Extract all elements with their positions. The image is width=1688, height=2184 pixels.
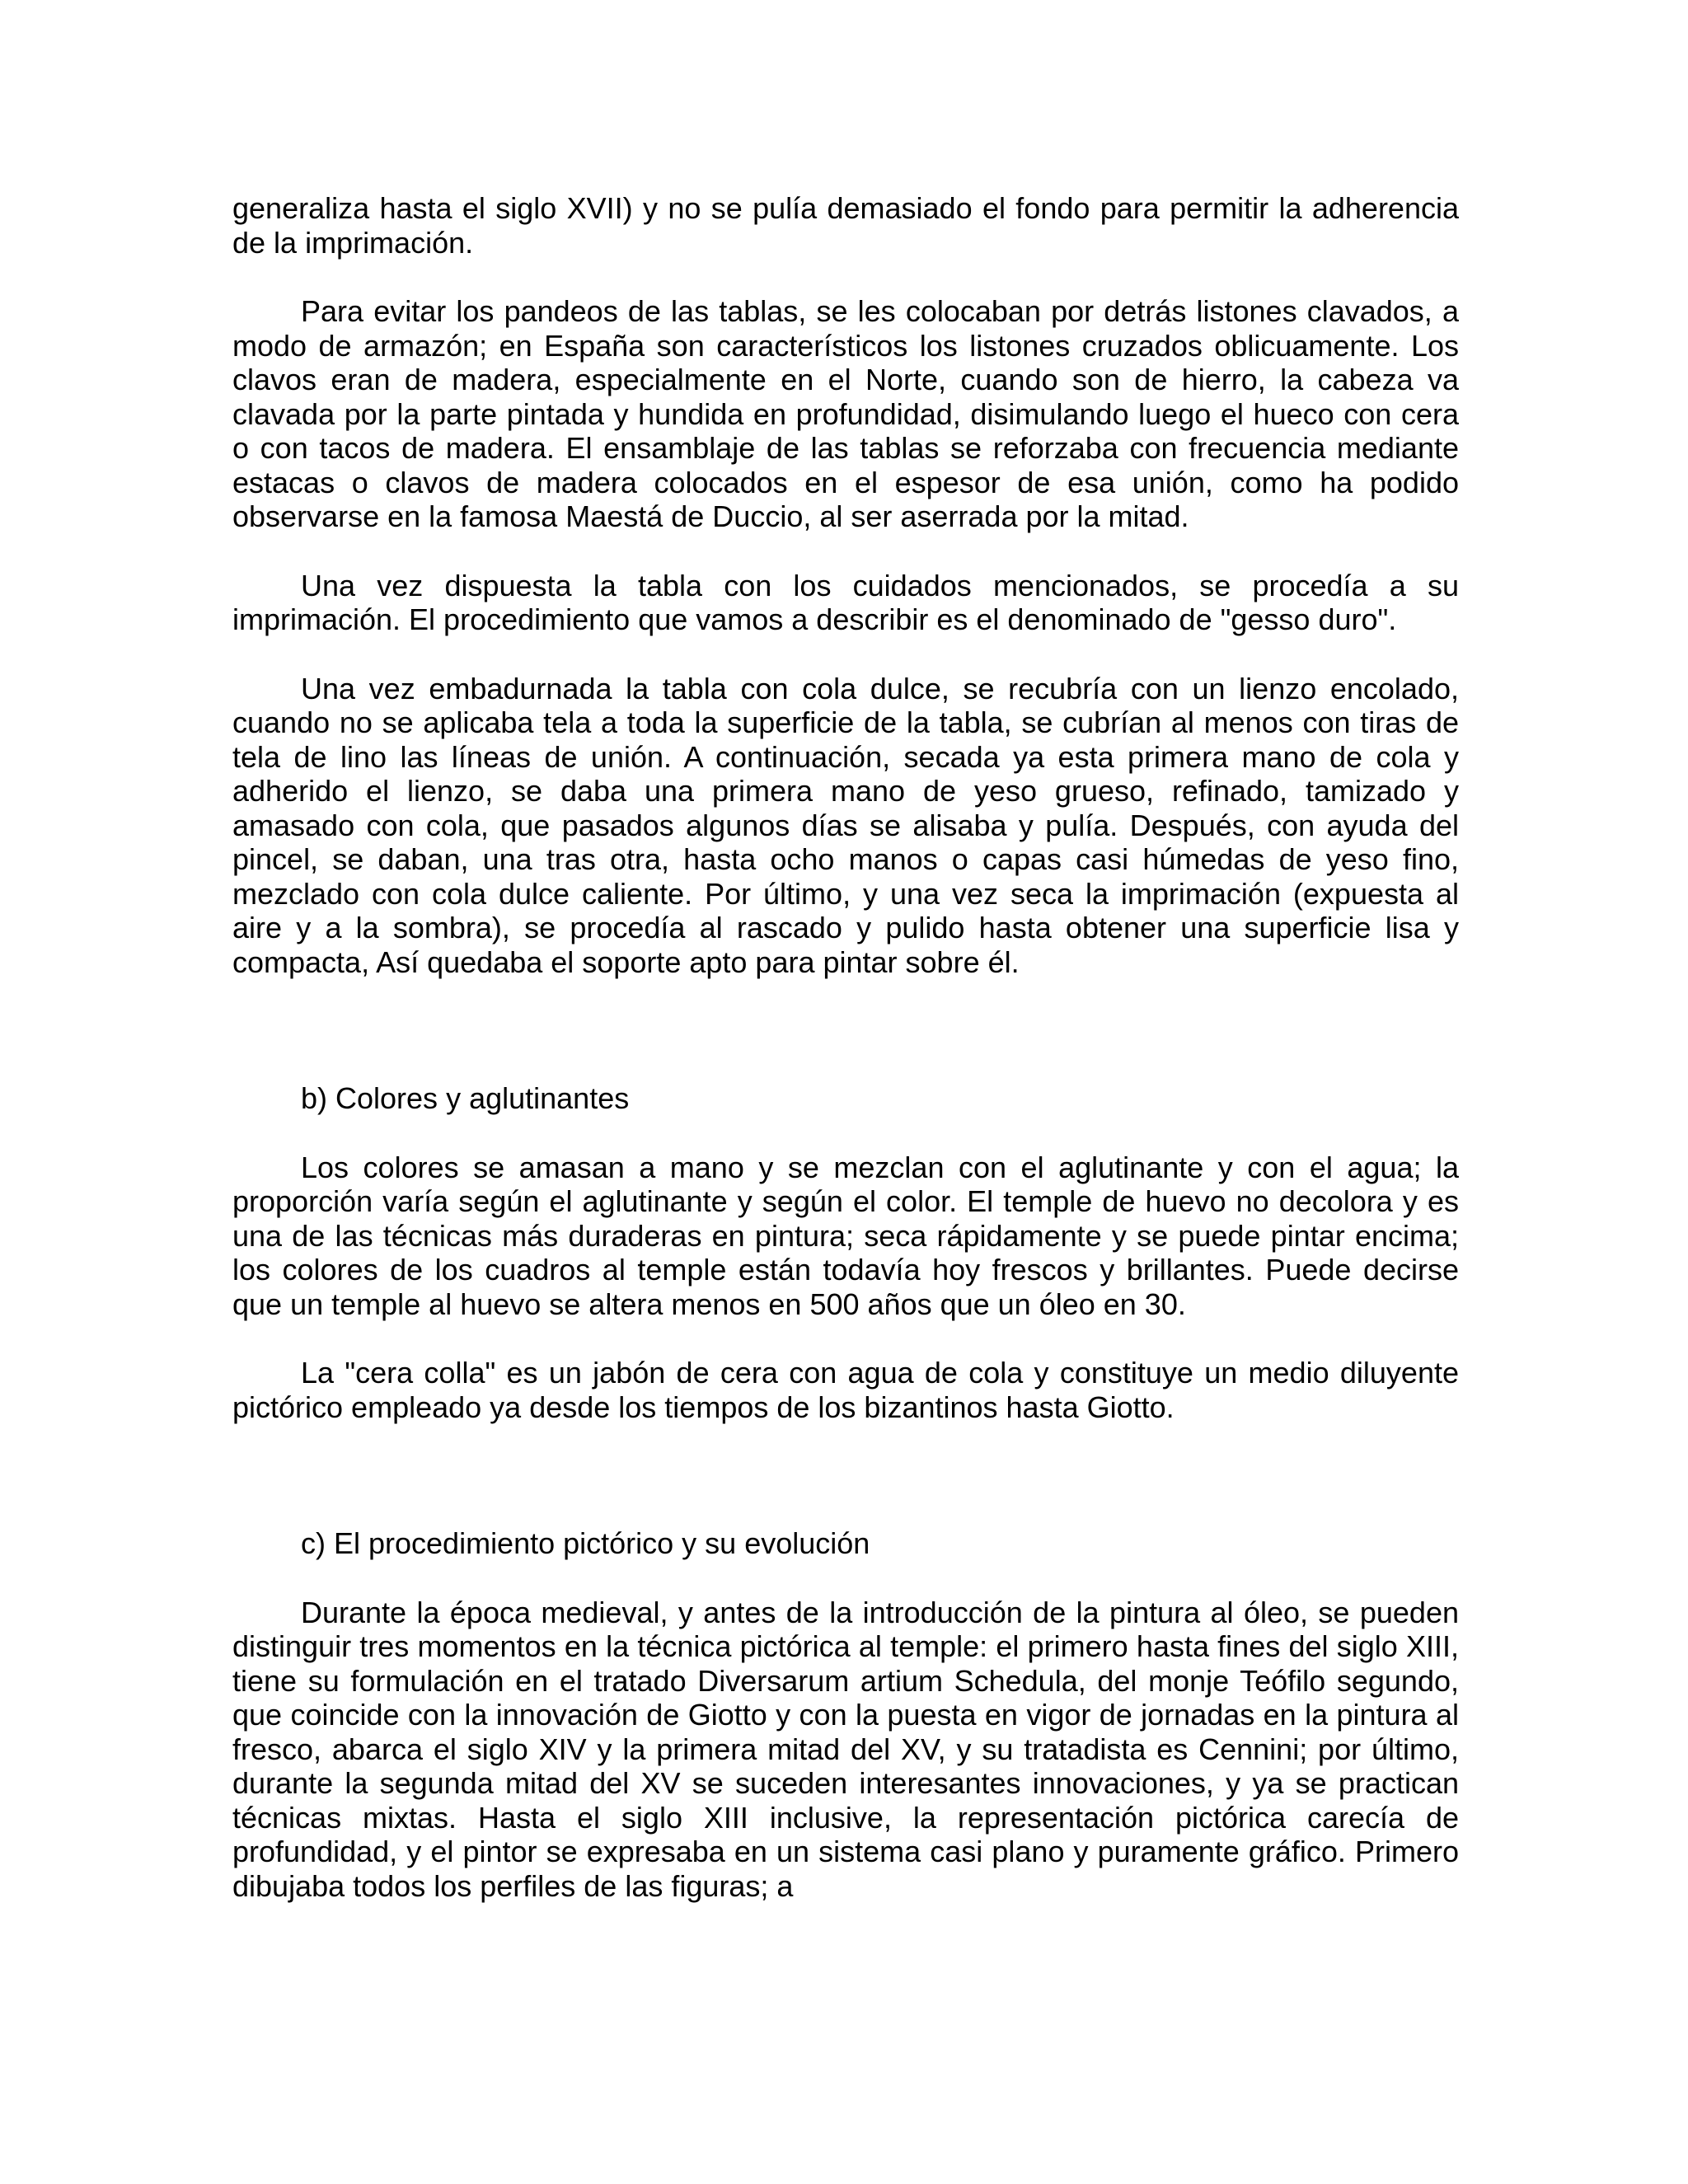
paragraph-priming-intro: Una vez dispuesta la tabla con los cuidados mencionados, se procedía a su imprimación. El procedimiento que vamos a describir es el denominado de "gesso duro".: [232, 568, 1459, 636]
paragraph-continuation: generaliza hasta el siglo XVII) y no se pulía demasiado el fondo para permitir la adherencia de la imprimación.: [232, 191, 1459, 260]
paragraph-medieval-technique: Durante la época medieval, y antes de la introducción de la pintura al óleo, se pueden distinguir tres momentos en la técnica pictórica al temple: el primero hasta fines del siglo XIII, tiene su formulación en el tratado Diversarum artium Schedula, del monje Teófilo segundo, que coincide con la innovación de Giotto y con la puesta en vigor de jornadas en la pintura al fresco, abarca el siglo XIV y la primera mitad del XV, y su tratadista es Cennini; por último, durante la segunda mitad del XV se suceden interesantes innovaciones, y ya se practican técnicas mixtas. Hasta el siglo XIII inclusive, la representación pictórica carecía de profundidad, y el pintor se expresaba en un sistema casi plano y puramente gráfico. Primero dibujaba todos los perfiles de las figuras; a: [232, 1595, 1459, 1903]
section-heading-colors: b) Colores y aglutinantes: [301, 1081, 630, 1115]
paragraph-gesso-process: Una vez embadurnada la tabla con cola dulce, se recubría con un lienzo encolado, cuando no se aplicaba tela a toda la superficie de la tabla, se cubrían al menos con tiras de tela de lino las líneas de unión. A continuación, secada ya esta primera mano de cola y adherido el lienzo, se daba una primera mano de yeso grueso, refinado, tamizado y amasado con cola, que pasados algunos días se alisaba y pulía. Después, con ayuda del pincel, se daban, una tras otra, hasta ocho manos o capas casi húmedas de yeso fino, mezclado con cola dulce caliente. Por último, y una vez seca la imprimación (expuesta al aire y a la sombra), se procedía al rascado y pulido hasta obtener una superficie lisa y compacta, Así quedaba el soporte apto para pintar sobre él.: [232, 671, 1459, 979]
section-heading-procedure: c) El procedimiento pictórico y su evolución: [301, 1526, 870, 1560]
paragraph-colors-binders: Los colores se amasan a mano y se mezclan con el aglutinante y con el agua; la proporción varía según el aglutinante y según el color. El temple de huevo no decolora y es una de las técnicas más duraderas en pintura; seca rápidamente y se puede pintar encima; los colores de los cuadros al temple están todavía hoy frescos y brillantes. Puede decirse que un temple al huevo se altera menos en 500 años que un óleo en 30.: [232, 1150, 1459, 1321]
paragraph-panel-warping: Para evitar los pandeos de las tablas, se les colocaban por detrás listones clavados, a modo de armazón; en España son característicos los listones cruzados oblicuamente. Los clavos eran de madera, especialmente en el Norte, cuando son de hierro, la cabeza va clavada por la parte pintada y hundida en profundidad, disimulando luego el hueco con cera o con tacos de madera. El ensamblaje de las tablas se reforzaba con frecuencia mediante estacas o clavos de madera colocados en el espesor de esa unión, como ha podido observarse en la famosa Maestá de Duccio, al ser aserrada por la mitad.: [232, 294, 1459, 533]
document-page: [232, 191, 1459, 1903]
paragraph-cera-colla: La "cera colla" es un jabón de cera con agua de cola y constituye un medio diluyente pictórico empleado ya desde los tiempos de los bizantinos hasta Giotto.: [232, 1356, 1459, 1424]
